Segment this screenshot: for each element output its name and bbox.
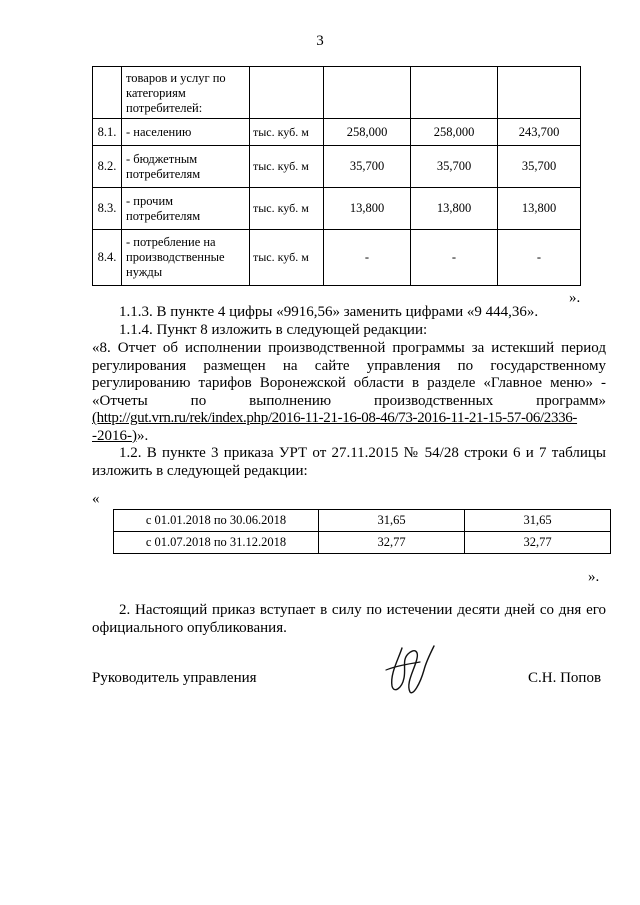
period-cell: с 01.07.2018 по 31.12.2018 (114, 532, 319, 554)
paragraph-1-2 (92, 445, 606, 480)
paragraph-8 (92, 340, 606, 446)
row-label: - потребление на производственные нужды (122, 230, 250, 286)
table-row (114, 532, 611, 554)
row-number: 8.3. (93, 188, 122, 230)
paragraph-1-2-line: изложить в следующей редакции: (92, 462, 308, 479)
period-cell: с 01.01.2018 по 30.06.2018 (114, 510, 319, 532)
opening-quote: « (92, 491, 100, 507)
tariff-table (113, 509, 611, 554)
paragraph-1-1-4: 1.1.4. Пункт 8 изложить в следующей редакции: (119, 322, 428, 338)
row-label: - населению (122, 119, 250, 146)
table-row (93, 188, 581, 230)
handwritten-signature (380, 640, 440, 700)
row-label: - прочим потребителям (122, 188, 250, 230)
row-value-2 (411, 67, 498, 119)
table-row (93, 230, 581, 286)
paragraph-8-line: регулирования размещен на сайте управления по государственному (92, 357, 606, 374)
row-number: 8.1. (93, 119, 122, 146)
page-number: 3 (316, 33, 324, 49)
tariff-value-b: 32,77 (465, 532, 611, 554)
row-value-1 (324, 67, 411, 119)
table-row (114, 510, 611, 532)
row-unit: тыс. куб. м (250, 188, 324, 230)
paragraph-2-line: официального опубликования. (92, 619, 287, 636)
signatory-position: Руководитель управления (92, 670, 257, 686)
paragraph-8-line: регулированию тарифов Воронежской области в разделе «Главное меню» - (92, 375, 606, 392)
closing-quote: ». (569, 290, 581, 306)
row-value-3: 13,800 (498, 188, 581, 230)
paragraph-8-end: ». (137, 427, 149, 444)
table-row (93, 146, 581, 188)
row-value-1: 35,700 (324, 146, 411, 188)
tariff-value-b: 31,65 (465, 510, 611, 532)
tariff-value-a: 32,77 (319, 532, 465, 554)
reports-link[interactable]: (http://gut.vrn.ru/rek/index.php/2016-11-21-16-08-46/73-2016-11-21-15-57-06/2336- (92, 410, 578, 427)
consumption-table (92, 66, 581, 286)
row-value-2: 35,700 (411, 146, 498, 188)
table-row (93, 67, 581, 119)
row-value-1: 13,800 (324, 188, 411, 230)
row-value-3 (498, 67, 581, 119)
paragraph-2-line: 2. Настоящий приказ вступает в силу по истечении десяти дней со дня его (119, 602, 606, 618)
row-label: товаров и услуг по категориям потребителей: (122, 67, 250, 119)
paragraph-8-line: «8. Отчет об исполнении производственной программы за истекший период (92, 340, 606, 356)
paragraph-8-line: «Отчеты по выполнению производственных программ» (92, 392, 606, 409)
row-label: - бюджетным потребителям (122, 146, 250, 188)
row-value-3: 243,700 (498, 119, 581, 146)
table-row (93, 119, 581, 146)
row-unit: тыс. куб. м (250, 119, 324, 146)
tariff-value-a: 31,65 (319, 510, 465, 532)
row-unit: тыс. куб. м (250, 230, 324, 286)
row-unit: тыс. куб. м (250, 146, 324, 188)
paragraph-1-2-line: 1.2. В пункте 3 приказа УРТ от 27.11.2015 № 54/28 строки 6 и 7 таблицы (119, 445, 606, 461)
row-value-2: 258,000 (411, 119, 498, 146)
row-value-2: 13,800 (411, 188, 498, 230)
row-value-3: - (498, 230, 581, 286)
row-value-3: 35,700 (498, 146, 581, 188)
row-number: 8.2. (93, 146, 122, 188)
row-value-2: - (411, 230, 498, 286)
paragraph-1-1-3: 1.1.3. В пункте 4 цифры «9916,56» заменить цифрами «9 444,36». (119, 304, 539, 320)
row-value-1: - (324, 230, 411, 286)
row-number (93, 67, 122, 119)
signatory-name: С.Н. Попов (528, 670, 602, 686)
reports-link-end[interactable]: -2016-) (92, 427, 137, 444)
row-number: 8.4. (93, 230, 122, 286)
row-unit (250, 67, 324, 119)
paragraph-2 (92, 602, 606, 637)
row-value-1: 258,000 (324, 119, 411, 146)
closing-quote: ». (588, 569, 600, 585)
